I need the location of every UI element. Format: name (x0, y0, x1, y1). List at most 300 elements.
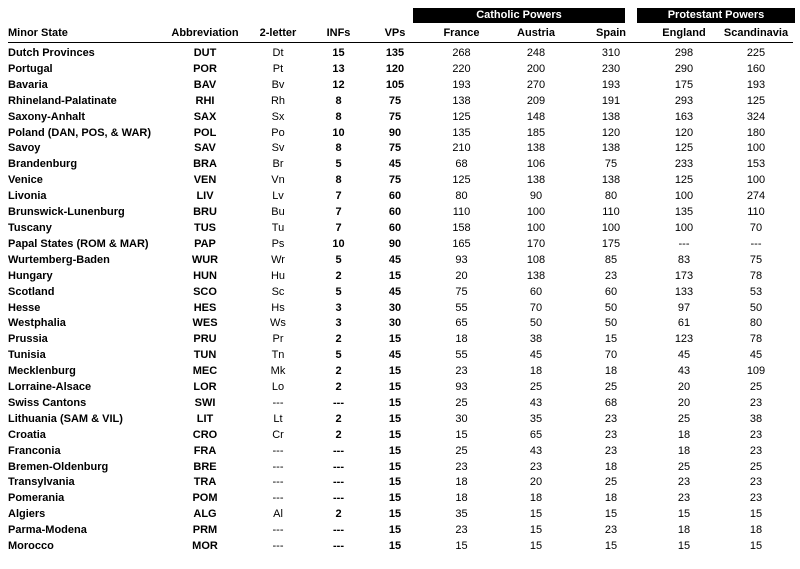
two-letter-code: Bv (271, 78, 285, 91)
abbreviation: SWI (194, 396, 216, 409)
austria-value: 50 (529, 317, 543, 330)
infs: 10 (332, 126, 345, 139)
scandinavia-value: --- (750, 237, 762, 250)
spain-value: 68 (604, 396, 618, 409)
austria-value: 38 (529, 333, 543, 346)
england-value: 135 (674, 206, 694, 219)
vps: 15 (388, 396, 402, 409)
infs: 2 (335, 269, 342, 282)
minor-state-name: Tunisia (8, 349, 46, 362)
england-value: 61 (677, 317, 691, 330)
spain-value: 23 (604, 269, 618, 282)
spain-value: 70 (604, 349, 618, 362)
table-row (8, 316, 793, 332)
two-letter-code: Lo (271, 381, 285, 394)
minor-state-name: Morocco (8, 540, 54, 553)
austria-value: 170 (526, 237, 546, 250)
austria-value: 70 (529, 301, 543, 314)
minor-state-name: Parma-Modena (8, 524, 87, 537)
two-letter-code: Bu (271, 206, 285, 219)
spain-value: 193 (601, 78, 621, 91)
france-value: 125 (452, 110, 471, 123)
table-row (8, 141, 793, 157)
england-value: 175 (674, 78, 694, 91)
two-letter-code: Dt (272, 47, 284, 59)
austria-value: 20 (529, 476, 543, 489)
scandinavia-value: 23 (749, 444, 763, 457)
two-letter-code: Lt (273, 412, 283, 425)
france-value: 18 (455, 492, 468, 505)
vps: 135 (385, 47, 405, 59)
table-row (8, 491, 793, 507)
scandinavia-value: 193 (746, 78, 766, 91)
france-value: 25 (455, 444, 468, 457)
england-value: 100 (674, 221, 694, 234)
vps: 45 (388, 253, 402, 266)
scandinavia-value: 15 (749, 540, 763, 553)
two-letter-code: Wr (271, 253, 285, 266)
minor-state-name: Tuscany (8, 221, 52, 234)
abbreviation: ALG (193, 508, 217, 521)
vps: 30 (388, 317, 402, 330)
france-value: 55 (455, 301, 468, 314)
austria-value: 18 (529, 492, 543, 505)
vps: 75 (388, 174, 402, 187)
austria-value: 200 (526, 62, 546, 75)
minor-state-name: Papal States (ROM & MAR) (8, 237, 149, 250)
england-value: 83 (677, 253, 691, 266)
table-row (8, 396, 793, 412)
france-value: 158 (452, 221, 471, 234)
infs: 2 (335, 333, 342, 346)
abbreviation: HUN (193, 269, 217, 282)
table-row (8, 444, 793, 460)
two-letter-code: --- (272, 540, 284, 553)
minor-state-name: Bavaria (8, 78, 48, 91)
infs: 5 (335, 158, 342, 171)
table-row (8, 285, 793, 301)
minor-state-name: Franconia (8, 444, 61, 457)
england-value: 15 (677, 540, 691, 553)
france-value: 15 (455, 428, 468, 441)
vps: 75 (388, 110, 402, 123)
infs: 10 (332, 237, 345, 250)
austria-value: 138 (526, 142, 546, 155)
spain-value: 138 (601, 142, 621, 155)
minor-state-name: Algiers (8, 508, 46, 521)
infs: 3 (335, 301, 342, 314)
england-value: --- (678, 237, 690, 250)
minor-state-name: Westphalia (8, 317, 66, 330)
austria-value: 45 (529, 349, 543, 362)
france-value: 55 (455, 349, 468, 362)
table-row (8, 269, 793, 285)
two-letter-code: Br (272, 158, 284, 171)
minor-state-name: Transylvania (8, 476, 75, 489)
minor-state-name: Bremen-Oldenburg (8, 460, 109, 473)
spain-value: 18 (604, 365, 618, 378)
catholic-powers-header: Catholic Powers (413, 8, 625, 23)
table-row (8, 62, 793, 78)
england-value: 25 (677, 460, 691, 473)
france-value: 93 (455, 381, 468, 394)
two-letter-code: --- (272, 476, 284, 489)
abbreviation: SAV (194, 142, 216, 155)
table-row (8, 253, 793, 269)
abbreviation: POR (193, 62, 217, 75)
minor-state-name: Hungary (8, 269, 53, 282)
table-row (8, 126, 793, 142)
vps: 15 (388, 444, 402, 457)
header-england: England (662, 27, 706, 40)
spain-value: 18 (604, 492, 618, 505)
austria-value: 23 (529, 460, 543, 473)
england-value: 233 (674, 158, 694, 171)
abbreviation: TUN (193, 349, 217, 362)
header-austria: Austria (517, 27, 555, 40)
table-row (8, 110, 793, 126)
infs: 2 (335, 365, 342, 378)
scandinavia-value: 125 (746, 94, 766, 107)
abbreviation: WES (192, 317, 218, 330)
austria-value: 35 (529, 412, 543, 425)
table-row (8, 205, 793, 221)
france-value: 35 (455, 508, 468, 521)
minor-state-name: Prussia (8, 333, 48, 346)
header-scandinavia: Scandinavia (723, 27, 789, 40)
scandinavia-value: 23 (749, 428, 763, 441)
spain-value: 25 (604, 381, 618, 394)
abbreviation: BAV (193, 78, 217, 91)
england-value: 20 (677, 381, 691, 394)
infs: --- (333, 524, 344, 537)
england-value: 173 (674, 269, 694, 282)
france-value: 18 (455, 333, 468, 346)
infs: 2 (335, 412, 342, 425)
infs: 5 (335, 285, 342, 298)
vps: 15 (388, 540, 402, 553)
scandinavia-value: 100 (746, 142, 766, 155)
infs: 8 (335, 174, 342, 187)
france-value: 25 (455, 396, 468, 409)
table-row (8, 364, 793, 380)
france-value: 110 (452, 206, 471, 219)
vps: 60 (388, 206, 402, 219)
table-row (8, 475, 793, 491)
vps: 15 (388, 460, 402, 473)
vps: 45 (388, 285, 402, 298)
table-row (8, 94, 793, 110)
austria-value: 90 (529, 190, 543, 203)
scandinavia-value: 100 (746, 174, 766, 187)
england-value: 25 (677, 412, 691, 425)
table-row (8, 523, 793, 539)
england-value: 125 (674, 174, 694, 187)
spain-value: 75 (604, 158, 618, 171)
infs: 2 (335, 508, 342, 521)
vps: 30 (388, 301, 402, 314)
infs: --- (333, 492, 344, 505)
spain-value: 175 (601, 237, 621, 250)
vps: 15 (388, 412, 402, 425)
england-value: 133 (674, 285, 694, 298)
table-row (8, 301, 793, 317)
spain-value: 60 (604, 285, 618, 298)
france-value: 138 (452, 94, 471, 107)
two-letter-code: Po (271, 126, 285, 139)
header-minor-state: Minor State (8, 27, 68, 40)
abbreviation: POL (193, 126, 217, 139)
minor-state-name: Scotland (8, 285, 55, 298)
scandinavia-value: 160 (746, 62, 766, 75)
france-value: 135 (452, 126, 471, 139)
scandinavia-value: 180 (746, 126, 766, 139)
austria-value: 18 (529, 365, 543, 378)
france-value: 30 (455, 412, 468, 425)
minor-state-name: Saxony-Anhalt (8, 110, 86, 123)
spain-value: 85 (604, 253, 618, 266)
spain-value: 23 (604, 428, 618, 441)
austria-value: 43 (529, 444, 543, 457)
france-value: 75 (455, 285, 468, 298)
protestant-powers-header: Protestant Powers (637, 8, 795, 23)
two-letter-code: Sx (271, 110, 285, 123)
two-letter-code: --- (272, 444, 284, 457)
two-letter-code: Sc (271, 285, 285, 298)
two-letter-code: Tn (271, 349, 285, 362)
scandinavia-value: 78 (749, 269, 763, 282)
england-value: 163 (674, 110, 694, 123)
abbreviation: SAX (193, 110, 217, 123)
scandinavia-value: 38 (749, 412, 763, 425)
infs: --- (333, 396, 344, 409)
vps: 15 (388, 428, 402, 441)
scandinavia-value: 23 (749, 476, 763, 489)
scandinavia-value: 25 (749, 460, 763, 473)
vps: 75 (388, 142, 402, 155)
infs: 7 (335, 206, 342, 219)
minor-state-name: Venice (8, 174, 43, 187)
austria-value: 43 (529, 396, 543, 409)
abbreviation: DUT (193, 47, 217, 59)
england-value: 120 (674, 126, 694, 139)
england-value: 23 (677, 492, 691, 505)
abbreviation: LIV (196, 190, 214, 203)
header-infs: INFs (326, 27, 351, 40)
france-value: 68 (455, 158, 468, 171)
minor-state-name: Livonia (8, 190, 47, 203)
infs: 3 (335, 317, 342, 330)
scandinavia-value: 23 (749, 492, 763, 505)
two-letter-code: Rh (270, 94, 286, 107)
england-value: 43 (677, 365, 691, 378)
spain-value: 25 (604, 476, 618, 489)
abbreviation: HES (193, 301, 217, 314)
vps: 15 (388, 269, 402, 282)
infs: 5 (335, 253, 342, 266)
table-row (8, 332, 793, 348)
abbreviation: TRA (193, 476, 217, 489)
scandinavia-value: 45 (749, 349, 763, 362)
france-value: 20 (455, 269, 468, 282)
england-value: 15 (677, 508, 691, 521)
vps: 15 (388, 381, 402, 394)
two-letter-code: Al (273, 508, 283, 521)
france-value: 23 (455, 460, 468, 473)
abbreviation: PRU (193, 333, 217, 346)
austria-value: 209 (526, 94, 546, 107)
vps: 15 (388, 476, 402, 489)
scandinavia-value: 324 (746, 110, 766, 123)
table-row (8, 539, 793, 555)
scandinavia-value: 274 (746, 190, 766, 203)
spain-value: 50 (604, 317, 618, 330)
header-spain: Spain (596, 27, 626, 40)
vps: 120 (385, 62, 405, 75)
scandinavia-value: 18 (749, 524, 763, 537)
infs: --- (333, 476, 344, 489)
vps: 15 (388, 333, 402, 346)
minor-state-name: Wurtemberg-Baden (8, 253, 110, 266)
austria-value: 108 (526, 253, 546, 266)
scandinavia-value: 110 (747, 206, 765, 219)
vps: 90 (388, 237, 402, 250)
minor-state-name: Swiss Cantons (8, 396, 87, 409)
vps: 15 (388, 492, 402, 505)
spain-value: 23 (604, 412, 618, 425)
table-row (8, 221, 793, 237)
france-value: 268 (452, 47, 471, 59)
two-letter-code: Hu (270, 269, 286, 282)
france-value: 210 (452, 142, 471, 155)
spain-value: 138 (601, 110, 621, 123)
infs: --- (333, 460, 344, 473)
vps: 15 (388, 508, 402, 521)
table-header-row (8, 26, 793, 43)
infs: 2 (335, 381, 342, 394)
france-value: 18 (455, 476, 468, 489)
abbreviation: CRO (192, 428, 218, 441)
austria-value: 185 (526, 126, 546, 139)
abbreviation: FRA (193, 444, 217, 457)
scandinavia-value: 153 (746, 158, 766, 171)
two-letter-code: Pr (272, 333, 284, 346)
minor-state-name: Pomerania (8, 492, 65, 505)
france-value: 65 (455, 317, 468, 330)
minor-states-table (8, 26, 793, 555)
spain-value: 80 (604, 190, 618, 203)
abbreviation: MOR (192, 540, 218, 553)
france-value: 93 (455, 253, 468, 266)
two-letter-code: Hs (271, 301, 285, 314)
vps: 75 (388, 94, 402, 107)
infs: --- (333, 540, 344, 553)
minor-state-name: Lorraine-Alsace (8, 381, 92, 394)
two-letter-code: Cr (272, 428, 284, 441)
austria-value: 15 (529, 524, 543, 537)
infs: 7 (335, 190, 342, 203)
austria-value: 100 (526, 221, 546, 234)
two-letter-code: --- (272, 524, 284, 537)
table-row (8, 189, 793, 205)
spain-value: 15 (604, 508, 618, 521)
two-letter-code: Mk (270, 365, 286, 378)
infs: 12 (332, 78, 345, 91)
table-body (8, 43, 793, 556)
abbreviation: MEC (192, 365, 218, 378)
two-letter-code: Lv (272, 190, 284, 203)
spain-value: 50 (604, 301, 618, 314)
abbreviation: BRA (193, 158, 217, 171)
abbreviation: LIT (196, 412, 214, 425)
minor-state-name: Dutch Provinces (8, 47, 95, 59)
minor-state-name: Savoy (8, 142, 41, 155)
austria-value: 248 (526, 47, 546, 59)
austria-value: 15 (529, 540, 543, 553)
austria-value: 148 (526, 110, 546, 123)
england-value: 23 (677, 476, 691, 489)
abbreviation: BRU (193, 206, 217, 219)
scandinavia-value: 15 (749, 508, 763, 521)
table-row (8, 173, 793, 189)
vps: 45 (388, 158, 402, 171)
england-value: 123 (674, 333, 694, 346)
france-value: 220 (452, 62, 471, 75)
abbreviation: RHI (195, 94, 215, 107)
abbreviation: VEN (193, 174, 217, 187)
abbreviation: POM (192, 492, 218, 505)
england-value: 97 (677, 301, 691, 314)
spain-value: 100 (601, 221, 621, 234)
austria-value: 25 (529, 381, 543, 394)
vps: 60 (388, 190, 402, 203)
minor-state-name: Brunswick-Lunenburg (8, 206, 125, 219)
two-letter-code: Ps (271, 237, 285, 250)
infs: 7 (335, 221, 342, 234)
table-row (8, 237, 793, 253)
minor-state-name: Mecklenburg (8, 365, 76, 378)
england-value: 18 (677, 444, 691, 457)
england-value: 298 (674, 47, 694, 59)
abbreviation: LOR (193, 381, 217, 394)
two-letter-code: --- (272, 492, 284, 505)
france-value: 125 (452, 174, 471, 187)
infs: 15 (332, 47, 345, 59)
france-value: 15 (455, 540, 468, 553)
minor-state-name: Hesse (8, 301, 41, 314)
spain-value: 120 (601, 126, 621, 139)
spain-value: 23 (604, 524, 618, 537)
table-row (8, 428, 793, 444)
table-row (8, 157, 793, 173)
vps: 105 (385, 78, 405, 91)
minor-state-name: Poland (DAN, POS, & WAR) (8, 126, 151, 139)
scandinavia-value: 109 (746, 365, 766, 378)
table-row (8, 460, 793, 476)
france-value: 23 (455, 365, 468, 378)
spain-value: 138 (601, 174, 621, 187)
minor-state-name: Lithuania (SAM & VIL) (8, 412, 123, 425)
infs: 8 (335, 94, 342, 107)
scandinavia-value: 75 (749, 253, 763, 266)
scandinavia-value: 70 (749, 221, 763, 234)
table-row (8, 507, 793, 523)
austria-value: 138 (526, 269, 546, 282)
abbreviation: PRM (192, 524, 218, 537)
spain-value: 18 (604, 460, 618, 473)
header-france: France (443, 27, 480, 40)
header-2-letter: 2-letter (259, 27, 297, 40)
